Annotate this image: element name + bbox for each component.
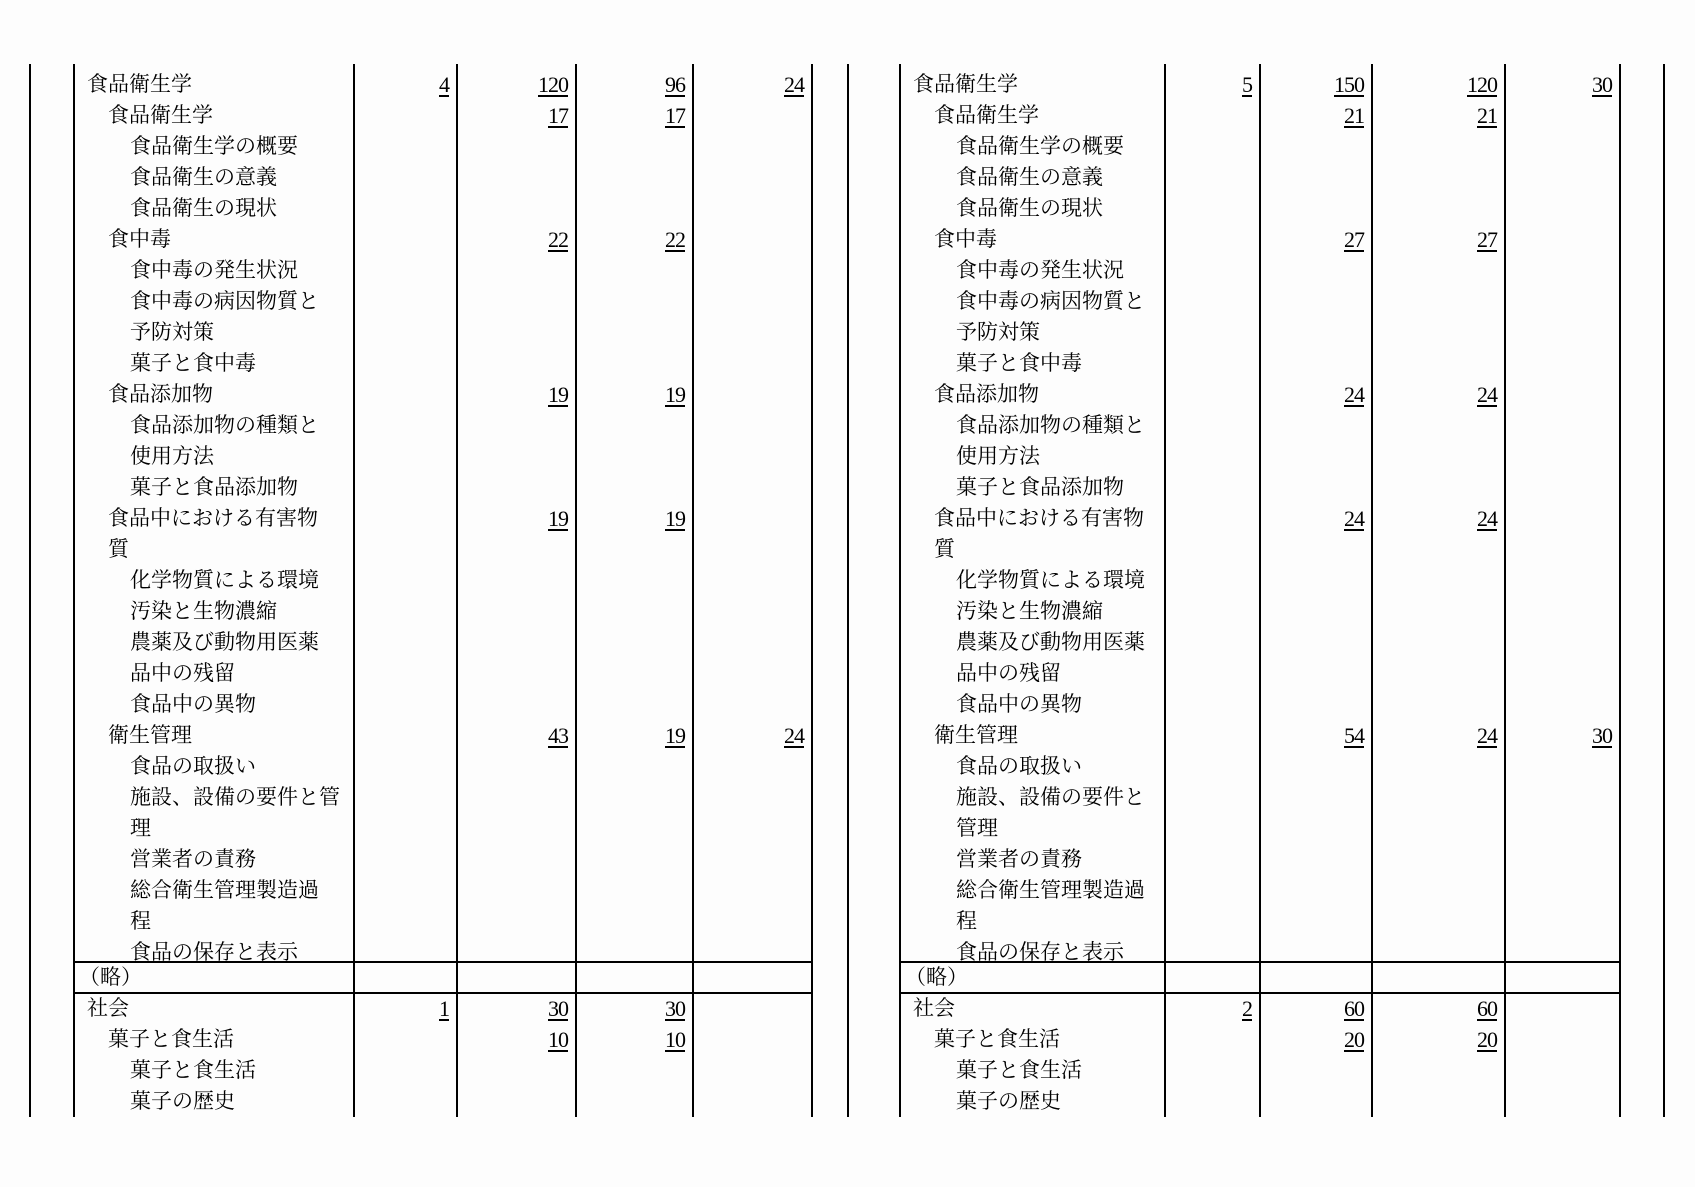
table-row bbox=[0, 596, 1695, 627]
practice-hours-value: 24 bbox=[784, 723, 804, 748]
total-hours-value: 54 bbox=[1344, 723, 1364, 748]
subject-label-level-2: 総合衛生管理製造過 bbox=[130, 878, 319, 902]
subject-label-level-1: 食中毒 bbox=[108, 227, 171, 251]
table-row bbox=[0, 993, 1695, 1024]
total-hours-value: 19 bbox=[548, 506, 568, 531]
subject-label-level-2: 総合衛生管理製造過 bbox=[956, 878, 1145, 902]
subject-label-level-2: 営業者の責務 bbox=[956, 847, 1082, 871]
lecture-hours-value: 22 bbox=[665, 227, 685, 252]
lecture-hours-value: 24 bbox=[1477, 723, 1497, 748]
table-row bbox=[0, 627, 1695, 658]
table-row bbox=[0, 317, 1695, 348]
total-hours-value: 17 bbox=[548, 103, 568, 128]
omitted-marker: （略） bbox=[79, 965, 142, 989]
subject-label-level-1: 菓子と食生活 bbox=[934, 1027, 1060, 1051]
total-hours-value: 43 bbox=[548, 723, 568, 748]
table-row bbox=[0, 441, 1695, 472]
table-row bbox=[0, 162, 1695, 193]
subject-label-level-2: 理 bbox=[130, 816, 151, 840]
lecture-hours-value: 19 bbox=[665, 382, 685, 407]
subject-label-level-2: 食品の取扱い bbox=[956, 754, 1082, 778]
table-row bbox=[0, 1024, 1695, 1055]
subject-label-level-2: 化学物質による環境 bbox=[956, 568, 1145, 592]
subject-label-level-2: 食品衛生の意義 bbox=[130, 165, 277, 189]
total-hours-value: 60 bbox=[1344, 996, 1364, 1021]
credits-value: 1 bbox=[439, 996, 449, 1021]
lecture-hours-value: 19 bbox=[665, 506, 685, 531]
total-hours-value: 120 bbox=[538, 72, 568, 97]
credits-value: 4 bbox=[439, 72, 449, 97]
table-row bbox=[0, 503, 1695, 534]
subject-label-level-1: 食品添加物 bbox=[934, 382, 1039, 406]
subject-label-level-1: 質 bbox=[934, 537, 955, 561]
subject-label-level-2: 農薬及び動物用医薬 bbox=[130, 630, 319, 654]
lecture-hours-value: 19 bbox=[665, 723, 685, 748]
subject-label-level-0: 社会 bbox=[913, 996, 955, 1020]
credits-value: 2 bbox=[1242, 996, 1252, 1021]
subject-label-level-2: 予防対策 bbox=[956, 320, 1040, 344]
table-row bbox=[0, 813, 1695, 844]
table-row bbox=[0, 472, 1695, 503]
subject-label-level-2: 食中毒の病因物質と bbox=[956, 289, 1145, 313]
subject-label-level-1: 食品衛生学 bbox=[108, 103, 213, 127]
table-row bbox=[0, 658, 1695, 689]
table-row bbox=[0, 937, 1695, 968]
table-row bbox=[0, 565, 1695, 596]
table-row bbox=[0, 286, 1695, 317]
subject-label-level-1: 食品衛生学 bbox=[934, 103, 1039, 127]
subject-label-level-2: 施設、設備の要件と bbox=[956, 785, 1145, 809]
table-row bbox=[0, 751, 1695, 782]
total-hours-value: 27 bbox=[1344, 227, 1364, 252]
table-row bbox=[0, 255, 1695, 286]
table-row bbox=[0, 224, 1695, 255]
subject-label-level-2: 食品の取扱い bbox=[130, 754, 256, 778]
subject-label-level-0: 社会 bbox=[87, 996, 129, 1020]
table-row bbox=[0, 689, 1695, 720]
total-hours-value: 24 bbox=[1344, 382, 1364, 407]
subject-label-level-2: 食品衛生の現状 bbox=[956, 196, 1103, 220]
subject-label-level-0: 食品衛生学 bbox=[913, 72, 1018, 96]
subject-label-level-1: 衛生管理 bbox=[934, 723, 1018, 747]
lecture-hours-value: 20 bbox=[1477, 1027, 1497, 1052]
table-row bbox=[0, 875, 1695, 906]
table-row bbox=[0, 193, 1695, 224]
total-hours-value: 19 bbox=[548, 382, 568, 407]
lecture-hours-value: 24 bbox=[1477, 382, 1497, 407]
subject-label-level-2: 菓子と食中毒 bbox=[130, 351, 256, 375]
subject-label-level-2: 食品添加物の種類と bbox=[956, 413, 1145, 437]
subject-label-level-2: 農薬及び動物用医薬 bbox=[956, 630, 1145, 654]
subject-label-level-2: 品中の残留 bbox=[130, 661, 235, 685]
practice-hours-value: 24 bbox=[784, 72, 804, 97]
subject-label-level-2: 汚染と生物濃縮 bbox=[956, 599, 1103, 623]
subject-label-level-1: 質 bbox=[108, 537, 129, 561]
subject-label-level-2: 程 bbox=[956, 909, 977, 933]
table-row bbox=[0, 348, 1695, 379]
subject-label-level-2: 食品添加物の種類と bbox=[130, 413, 319, 437]
total-hours-value: 21 bbox=[1344, 103, 1364, 128]
subject-label-level-2: 食品中の異物 bbox=[130, 692, 256, 716]
practice-hours-value: 30 bbox=[1592, 72, 1612, 97]
lecture-hours-value: 24 bbox=[1477, 506, 1497, 531]
table-row bbox=[0, 379, 1695, 410]
total-hours-value: 150 bbox=[1334, 72, 1364, 97]
subject-label-level-2: 程 bbox=[130, 909, 151, 933]
subject-label-level-2: 汚染と生物濃縮 bbox=[130, 599, 277, 623]
subject-label-level-1: 菓子と食生活 bbox=[108, 1027, 234, 1051]
omitted-marker: （略） bbox=[905, 965, 968, 989]
subject-label-level-1: 衛生管理 bbox=[108, 723, 192, 747]
total-hours-value: 30 bbox=[548, 996, 568, 1021]
total-hours-value: 10 bbox=[548, 1027, 568, 1052]
subject-label-level-1: 食品中における有害物 bbox=[934, 506, 1144, 530]
subject-label-level-2: 菓子と食生活 bbox=[130, 1058, 256, 1082]
subject-label-level-2: 食品衛生の現状 bbox=[130, 196, 277, 220]
table-row bbox=[0, 720, 1695, 751]
total-hours-value: 20 bbox=[1344, 1027, 1364, 1052]
subject-label-level-2: 化学物質による環境 bbox=[130, 568, 319, 592]
lecture-hours-value: 27 bbox=[1477, 227, 1497, 252]
subject-label-level-2: 施設、設備の要件と管 bbox=[130, 785, 340, 809]
subject-label-level-2: 食品衛生学の概要 bbox=[956, 134, 1124, 158]
table-row bbox=[0, 534, 1695, 565]
subject-label-level-2: 品中の残留 bbox=[956, 661, 1061, 685]
table-row bbox=[0, 906, 1695, 937]
credits-value: 5 bbox=[1242, 72, 1252, 97]
lecture-hours-value: 10 bbox=[665, 1027, 685, 1052]
lecture-hours-value: 21 bbox=[1477, 103, 1497, 128]
subject-label-level-2: 食中毒の病因物質と bbox=[130, 289, 319, 313]
total-hours-value: 24 bbox=[1344, 506, 1364, 531]
practice-hours-value: 30 bbox=[1592, 723, 1612, 748]
subject-label-level-2: 食中毒の発生状況 bbox=[956, 258, 1124, 282]
table-row bbox=[0, 844, 1695, 875]
subject-label-level-2: 食品の保存と表示 bbox=[130, 940, 298, 964]
subject-label-level-1: 食品添加物 bbox=[108, 382, 213, 406]
subject-label-level-2: 食品衛生学の概要 bbox=[130, 134, 298, 158]
table-row bbox=[0, 1086, 1695, 1117]
subject-label-level-2: 菓子の歴史 bbox=[130, 1089, 235, 1113]
subject-label-level-2: 菓子の歴史 bbox=[956, 1089, 1061, 1113]
lecture-hours-value: 17 bbox=[665, 103, 685, 128]
subject-label-level-0: 食品衛生学 bbox=[87, 72, 192, 96]
table-row bbox=[0, 69, 1695, 100]
subject-label-level-2: 予防対策 bbox=[130, 320, 214, 344]
table-row bbox=[0, 1055, 1695, 1086]
subject-label-level-2: 食中毒の発生状況 bbox=[130, 258, 298, 282]
total-hours-value: 22 bbox=[548, 227, 568, 252]
subject-label-level-2: 食品の保存と表示 bbox=[956, 940, 1124, 964]
subject-label-level-2: 菓子と食品添加物 bbox=[956, 475, 1124, 499]
table-row bbox=[0, 131, 1695, 162]
table-row bbox=[0, 782, 1695, 813]
subject-label-level-2: 使用方法 bbox=[130, 444, 214, 468]
subject-label-level-2: 菓子と食生活 bbox=[956, 1058, 1082, 1082]
subject-label-level-1: 食品中における有害物 bbox=[108, 506, 318, 530]
subject-label-level-1: 食中毒 bbox=[934, 227, 997, 251]
subject-label-level-2: 営業者の責務 bbox=[130, 847, 256, 871]
lecture-hours-value: 60 bbox=[1477, 996, 1497, 1021]
table-row bbox=[0, 100, 1695, 131]
lecture-hours-value: 120 bbox=[1467, 72, 1497, 97]
subject-label-level-2: 使用方法 bbox=[956, 444, 1040, 468]
lecture-hours-value: 96 bbox=[665, 72, 685, 97]
subject-label-level-2: 菓子と食中毒 bbox=[956, 351, 1082, 375]
subject-label-level-2: 食品中の異物 bbox=[956, 692, 1082, 716]
table-row bbox=[0, 410, 1695, 441]
subject-label-level-2: 菓子と食品添加物 bbox=[130, 475, 298, 499]
subject-label-level-2: 管理 bbox=[956, 816, 998, 840]
lecture-hours-value: 30 bbox=[665, 996, 685, 1021]
subject-label-level-2: 食品衛生の意義 bbox=[956, 165, 1103, 189]
